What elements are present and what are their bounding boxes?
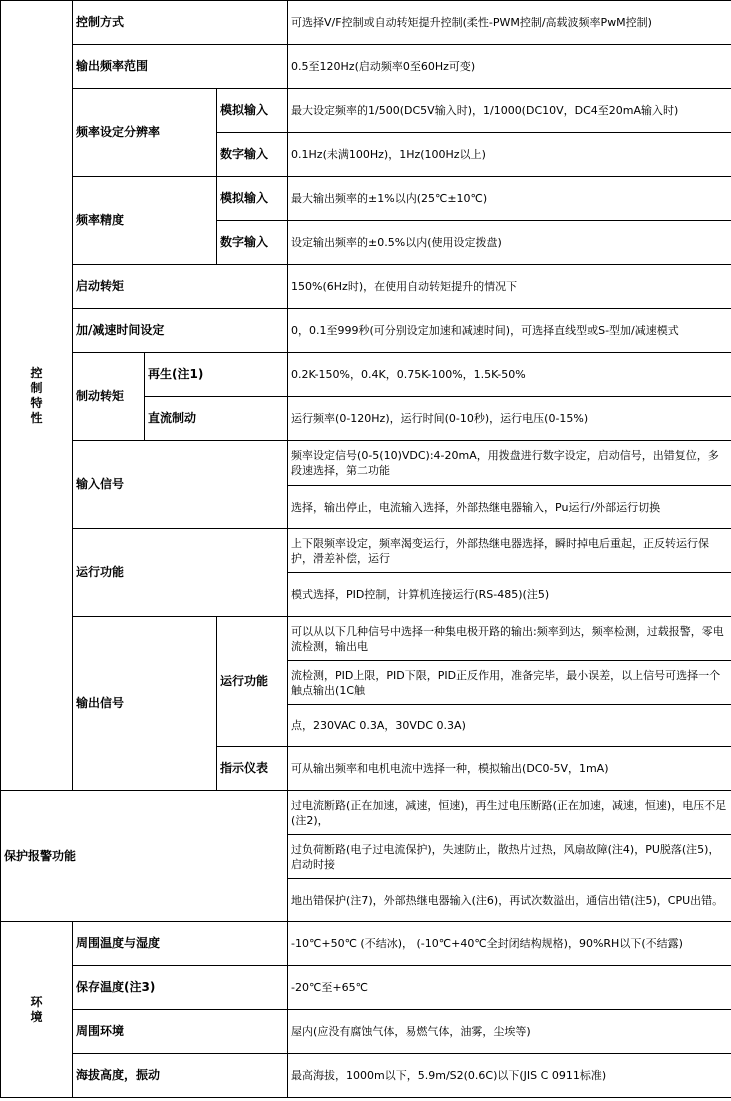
table-row	[1, 45, 731, 89]
row-value-accuracy-digital: 设定输出频率的±0.5%以内(使用设定拨盘)	[288, 221, 731, 265]
table-row	[1, 922, 731, 966]
row-label-surroundings: 周围环境	[73, 1010, 288, 1054]
row-value-protection-3: 地出错保护(注7)，外部热继电器输入(注6)，再试次数溢出，通信出错(注5)，CPU出错。	[288, 879, 731, 922]
row-label-freq-resolution: 频率设定分辨率	[73, 89, 217, 177]
row-value-input-signal-2: 选择，输出停止，电流输入选择，外部热继电器输入，Pu运行/外部运行切换	[288, 486, 731, 529]
row-value-ambient-temp: -10℃+50℃ (不结冰)， (-10℃+40℃全封闭结构规格)，90%RH以下(不结露)	[288, 922, 731, 966]
row-label-storage-temp: 保存温度(注3)	[73, 966, 288, 1010]
row-value-output-run-2: 流检测，PID上限，PID下限，PID正反作用，准备完毕，最小误差，以上信号可选择一个触点输出(1C触	[288, 661, 731, 705]
row-label-control-method: 控制方式	[73, 1, 288, 45]
row-label-run-function: 运行功能	[73, 529, 288, 617]
row-value-run-function-1: 上下限频率设定，频率渴变运行，外部热继电器选择，瞬时掉电后重起，正反转运行保护，滑差补偿，运行	[288, 529, 731, 573]
sub-label-digital-input: 数字输入	[217, 133, 288, 177]
row-label-input-signal: 输入信号	[73, 441, 288, 529]
table-row	[1, 441, 731, 486]
row-value-protection-2: 过负荷断路(电子过电流保护)，失速防止，散热片过热，风扇故障(注4)，PU脱落(注5)，启动时接	[288, 835, 731, 879]
table-row	[1, 265, 731, 309]
table-row	[1, 529, 731, 573]
row-value-dc-braking: 运行频率(0-120Hz)，运行时间(0-10秒)，运行电压(0-15%)	[288, 397, 731, 441]
row-value-regen: 0.2K-150%，0.4K，0.75K-100%，1.5K-50%	[288, 353, 731, 397]
table-row	[1, 177, 731, 221]
row-value-surroundings: 屋内(应没有腐蚀气体，易燃气体，油雾，尘埃等)	[288, 1010, 731, 1054]
table-row	[1, 1054, 731, 1098]
row-label-braking-torque: 制动转矩	[73, 353, 145, 441]
table-row	[1, 353, 731, 397]
table-row	[1, 791, 731, 835]
row-value-input-signal-1: 频率设定信号(0-5(10)VDC):4-20mA，用拨盘进行数字设定，启动信号，出错复位，多段速选择，第二功能	[288, 441, 731, 486]
sub-label-analog-input: 模拟输入	[217, 177, 288, 221]
table-row	[1, 617, 731, 661]
row-value-indicator-meter: 可从输出频率和电机电流中选择一种，模拟输出(DC0-5V，1mA)	[288, 747, 731, 791]
row-value-accuracy-analog: 最大输出频率的±1%以内(25℃±10℃)	[288, 177, 731, 221]
sub-label-output-run: 运行功能	[217, 617, 288, 747]
group-protection-alarm: 保护报警功能	[1, 791, 288, 922]
row-value-storage-temp: -20℃至+65℃	[288, 966, 731, 1010]
row-value-output-run-1: 可以从以下几种信号中选择一种集电极开路的输出:频率到达，频率检测，过载报警，零电流检测，输出电	[288, 617, 731, 661]
table-row	[1, 1010, 731, 1054]
sub-label-digital-input: 数字输入	[217, 221, 288, 265]
sub-label-regen: 再生(注1)	[145, 353, 288, 397]
table-row	[1, 89, 731, 133]
row-value-resolution-analog: 最大设定频率的1/500(DC5V输入时)，1/1000(DC10V，DC4至20mA输入时)	[288, 89, 731, 133]
row-value-start-torque: 150%(6Hz时)，在使用自动转矩提升的情况下	[288, 265, 731, 309]
table-row	[1, 309, 731, 353]
row-value-protection-1: 过电流断路(正在加速，减速，恒速)，再生过电压断路(正在加速，减速，恒速)，电压不足(注2)，	[288, 791, 731, 835]
sub-label-dc-braking: 直流制动	[145, 397, 288, 441]
sub-label-analog-input: 模拟输入	[217, 89, 288, 133]
table-row	[1, 966, 731, 1010]
row-label-output-signal: 输出信号	[73, 617, 217, 791]
row-label-altitude: 海拔高度，振动	[73, 1054, 288, 1098]
group-environment: 环 境	[1, 922, 73, 1098]
row-value-accel-decel: 0，0.1至999秒(可分别设定加速和减速时间)，可选择直线型或S-型加/减速模式	[288, 309, 731, 353]
row-label-start-torque: 启动转矩	[73, 265, 288, 309]
row-value-altitude: 最高海拔，1000m以下，5.9m/S2(0.6C)以下(JIS C 0911标准)	[288, 1054, 731, 1098]
row-label-accel-decel: 加/减速时间设定	[73, 309, 288, 353]
row-value-output-run-3: 点，230VAC 0.3A，30VDC 0.3A)	[288, 705, 731, 747]
row-value-control-method: 可选择V/F控制或自动转矩提升控制(柔性-PWM控制/高载波频率PwM控制)	[288, 1, 731, 45]
table-row	[1, 1, 731, 45]
sub-label-indicator-meter: 指示仪表	[217, 747, 288, 791]
row-value-run-function-2: 模式选择，PID控制，计算机连接运行(RS-485)(注5)	[288, 573, 731, 617]
row-value-resolution-digital: 0.1Hz(未满100Hz)，1Hz(100Hz以上)	[288, 133, 731, 177]
group-control-characteristics: 控 制 特 性	[1, 1, 73, 791]
row-value-freq-range: 0.5至120Hz(启动频率0至60Hz可变)	[288, 45, 731, 89]
row-label-freq-range: 输出频率范围	[73, 45, 288, 89]
row-label-freq-accuracy: 频率精度	[73, 177, 217, 265]
row-label-ambient-temp: 周围温度与湿度	[73, 922, 288, 966]
